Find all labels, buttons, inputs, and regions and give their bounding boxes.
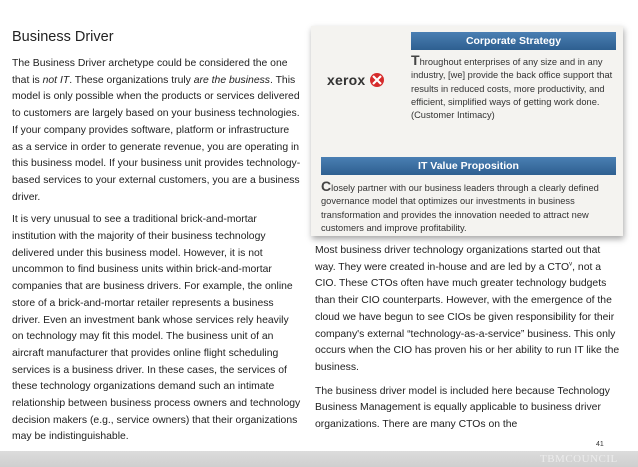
p1-emphasis-are-business: are the business: [193, 74, 270, 86]
quote1-text: hroughout enterprises of any size and in any industry, [we] provide the back office support that results in reduced costs, more productivity, and efficient, simplified ways of getting work done. (Customer Intimacy): [411, 57, 613, 121]
xerox-strategy-figure: [311, 26, 623, 236]
footnote-marker: v: [569, 261, 573, 268]
left-paragraph-2: It is very unusual to see a traditional brick-and-mortar institution with the majority of their business technology delivered under this business model. However, it is not uncommon to find business units within brick-and-mortar companies that are business drivers. For example, the online store of a brick-and-mortar retailer represents a business driver. Even an investment bank whose services rely heavily on technology may fit this model. The business unit of an aircraft manufacturer that provides online flight scheduling services is a business driver. In these cases, the services of these technology organizations demand such an intimate relationship between business process owners and technology decision makers (e.g., service owners) that their organizations may be indistinguishable.: [12, 214, 301, 443]
right-paragraph-1: [315, 243, 620, 377]
corporate-strategy-quote: [411, 54, 616, 122]
page-number: 41: [596, 441, 604, 448]
it-value-quote: [321, 180, 616, 235]
p1-text-after: . This model is only possible when the products or services delivered to customers are largely based on your business technologies. If your company provides software, platform or infrastructure as a service in order to generate revenue, you are operating in this business model. If your business unit provides technology-based services to your external customers, you are a business driver.: [12, 74, 301, 203]
xerox-x-icon: [369, 72, 385, 88]
quote2-text: losely partner with our business leaders through a clearly defined governance model that optimizes our investments in business transformation and provides the innovation needed to attract new customers and improve profitability.: [321, 183, 599, 233]
p1-emphasis-not-it: not IT: [42, 74, 70, 86]
quote1-dropcap: T: [411, 52, 420, 68]
p1-text-middle: . These organizations truly: [69, 74, 194, 86]
xerox-logo: [327, 62, 407, 98]
footer-brand-watermark: TBMCOUNCIL: [540, 453, 618, 465]
right-column: [315, 243, 620, 441]
xerox-logo-text: xerox: [327, 72, 366, 88]
quote2-dropcap: C: [321, 178, 332, 194]
p1-text-before: The Business Driver archetype could be considered the one that is: [12, 58, 288, 86]
rp1-text-after: , not a CIO. These CTOs often have much greater technology budgets than their CIO counterparts. However, with the emergence of the cloud we have begun to see CIOs be given responsibility for their company's external “technology-as-a-service” business. This only occurs when the CIO has proven his or her ability to run IT like the business.: [315, 261, 620, 373]
corporate-strategy-banner: Corporate Strategy: [411, 32, 616, 50]
rp1-text-before: Most business driver technology organizations started out that way. They were created in-house and are led by a CTO: [315, 245, 601, 273]
it-value-proposition-banner: IT Value Proposition: [321, 157, 616, 175]
right-paragraph-2: The business driver model is included here because Technology Business Management is equally applicable to business driver organizations. There are many CTOs on the: [315, 385, 610, 431]
left-column: [12, 56, 302, 452]
page-title: Business Driver: [12, 29, 114, 45]
left-paragraph-1: [12, 56, 302, 206]
